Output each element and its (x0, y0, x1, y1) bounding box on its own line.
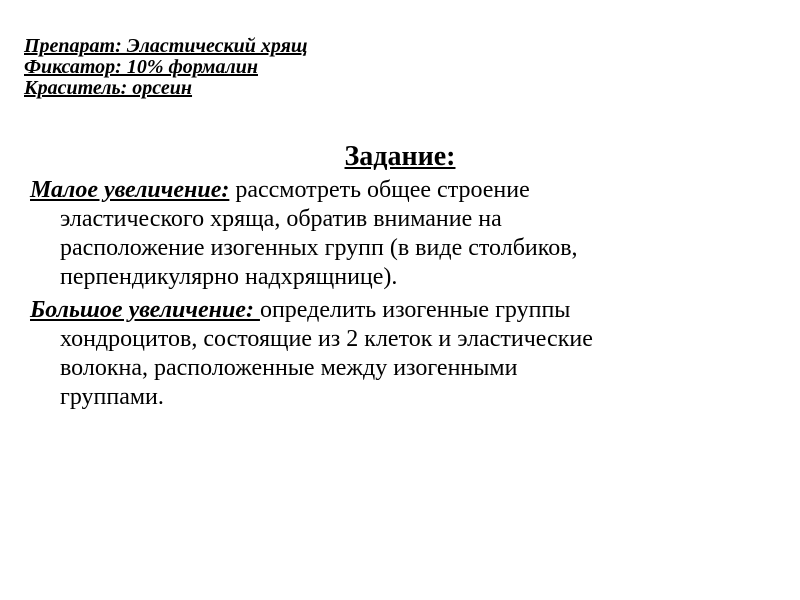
low-magnification-text-4: перпендикулярно надхрящнице). (60, 264, 398, 290)
high-magnification-text-3: волокна, расположенные между изогенными (60, 355, 518, 381)
fixative-label: Фиксатор: 10% формалин (24, 56, 258, 78)
high-magnification-text-1: определить изогенные группы (259, 297, 571, 323)
high-magnification-paragraph (30, 296, 770, 412)
low-magnification-label: Малое увеличение: (30, 177, 230, 203)
high-magnification-text-2: хондроцитов, состоящие из 2 клеток и эластические (60, 326, 593, 352)
low-magnification-text-2: эластического хряща, обратив внимание на (60, 206, 502, 232)
high-magnification-line-1 (30, 296, 770, 325)
high-magnification-label: Большое увеличение: (30, 297, 260, 323)
task-title: Задание: (344, 141, 456, 172)
stain-label: Краситель: орсеин (24, 77, 193, 99)
low-magnification-line-1 (30, 176, 770, 205)
low-magnification-text-1: рассмотреть общее строение (229, 177, 530, 203)
high-magnification-text-4: группами. (60, 384, 164, 410)
low-magnification-text-3: расположение изогенных групп (в виде столбиков, (60, 235, 578, 261)
slide-header (24, 36, 544, 99)
preparation-label: Препарат: Эластический хрящ (24, 35, 308, 57)
low-magnification-paragraph (30, 176, 770, 292)
